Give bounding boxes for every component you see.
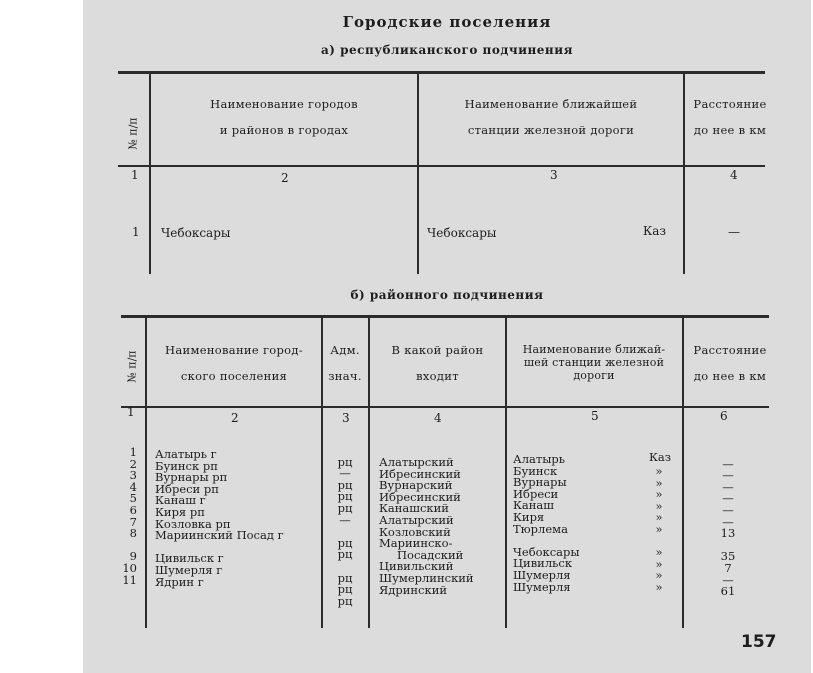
table-a-colnum: 2 [281, 171, 289, 185]
table-b-col-ditto: » » » » » » » » » » [655, 464, 663, 594]
table-b-col-name: Алатырь г Буинск рп Вурнары рп Ибреси рп Канаш г Киря рп Козловка рп Мариинский Посад г Цивильск г Шумерля г Ядрин г [155, 447, 284, 589]
table-b-colnum: 1 [127, 405, 135, 419]
book-page [83, 0, 811, 673]
section-b-subtitle: б) районного подчинения [350, 288, 544, 302]
table-a-row-num: 1 [132, 225, 140, 239]
table-a-row-name: Чебоксары [161, 226, 231, 240]
table-b-col-num: 1 2 3 4 5 6 7 8 9 10 11 [122, 445, 137, 587]
table-a-header-num: № п/п [126, 117, 140, 150]
table-a-row-station: Чебоксары [427, 226, 497, 240]
table-b-header-rule [121, 406, 769, 408]
page-number: 157 [741, 632, 777, 652]
table-b-col-distance: — — — — — — 13 35 7 — 61 [720, 456, 736, 599]
table-b-header-name: Наименование город- ского поселения [165, 343, 303, 383]
table-a-row-distance: — [728, 225, 740, 239]
table-b-colnum: 4 [434, 411, 442, 425]
table-a-header-distance: Расстояние до нее в км [693, 97, 767, 137]
section-a-subtitle: а) республиканского подчинения [321, 43, 573, 57]
table-b-colnum: 6 [720, 409, 728, 423]
table-a-colnum: 1 [131, 168, 139, 182]
page-title: Городские поселения [342, 13, 552, 31]
table-b-header-district: В какой район входит [391, 343, 484, 383]
table-b-header-distance: Расстояние до нее в км [693, 343, 767, 383]
table-b-railway: Каз [649, 450, 672, 464]
table-a-colnum: 4 [730, 168, 738, 182]
table-a-header-station: Наименование ближайшей станции железной дороги [464, 97, 638, 137]
table-b-top-rule [121, 315, 769, 318]
table-b-header-num: № п/п [125, 350, 139, 383]
table-b-col-district: Алатырский Ибресинский Вурнарский Ибресинский Канашский Алатырский Козловский Мариинско- Посадский Цивильский Шумерлинский Ядринский [379, 455, 474, 597]
table-a-header-name: Наименование городов и районов в городах [210, 97, 358, 137]
table-b-col-adm: рц — рц рц рц — рц рц рц рц рц [337, 454, 353, 608]
table-b-col-station: Алатырь Буинск Вурнары Ибреси Канаш Киря Тюрлема Чебоксары Цивильск Шумерля Шумерля [513, 452, 580, 594]
table-b-header-station: Наименование ближай- шей станции железной дороги [522, 343, 666, 382]
table-a-row-railway: Каз [643, 224, 666, 238]
table-b-colnum: 2 [231, 411, 239, 425]
table-b-colnum: 3 [342, 411, 350, 425]
table-a-header-rule [118, 165, 765, 167]
table-b-colnum: 5 [591, 409, 599, 423]
table-a-top-rule [118, 71, 765, 74]
table-a-colnum: 3 [550, 168, 558, 182]
table-b-header-adm: Адм. знач. [328, 343, 362, 383]
